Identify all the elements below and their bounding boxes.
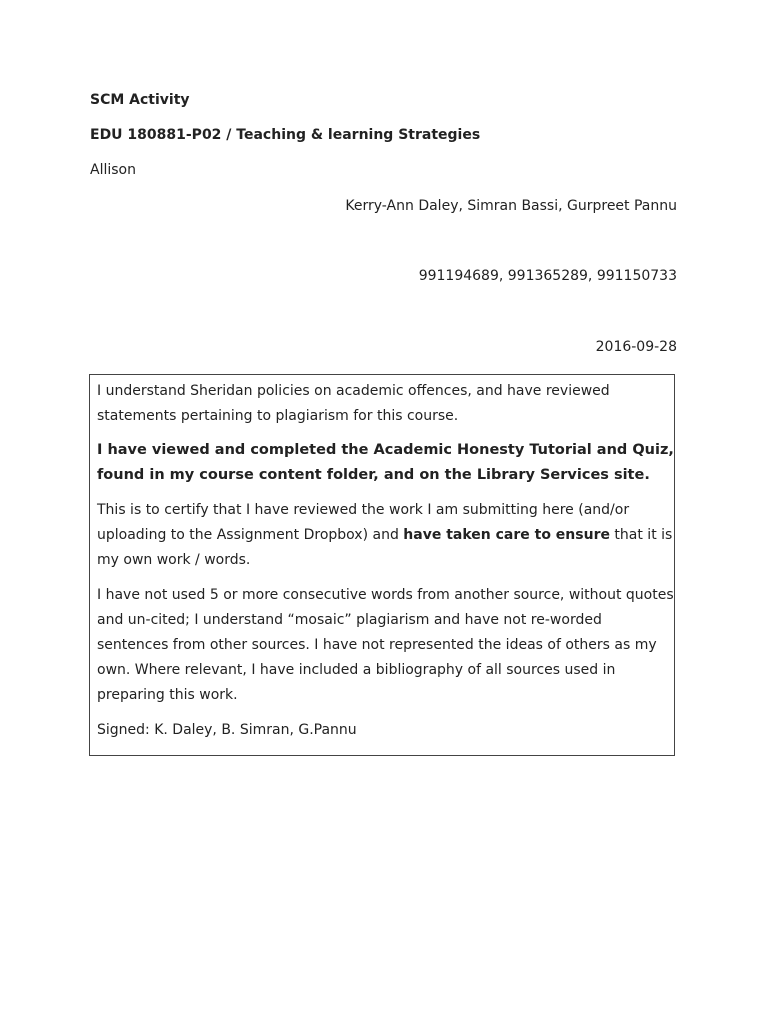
text-segment: uploading to the Assignment Dropbox) and [97, 527, 404, 543]
author-names: Kerry-Ann Daley, Simran Bassi, Gurpreet Pannu [345, 198, 677, 214]
declaration-paragraph-policies [97, 379, 669, 429]
text-line [97, 523, 673, 548]
text-line: statements pertaining to plagiarism for this course. [97, 408, 459, 424]
text-segment: that it is [609, 527, 673, 543]
activity-title: SCM Activity [90, 92, 190, 108]
emphasis-text: have taken care to ensure [403, 527, 610, 543]
text-line: found in my course content folder, and on the Library Services site. [97, 467, 650, 483]
text-line: This is to certify that I have reviewed the work I am submitting here (and/or [97, 502, 630, 518]
declaration-paragraph-sources [97, 583, 674, 708]
signature-line: Signed: K. Daley, B. Simran, G.Pannu [97, 722, 357, 738]
instructor-name: Allison [90, 162, 136, 178]
academic-honesty-declaration [89, 374, 675, 756]
text-line: sentences from other sources. I have not represented the ideas of others as my [97, 637, 657, 653]
text-line: preparing this work. [97, 687, 238, 703]
declaration-paragraph-certify [97, 498, 673, 573]
text-line: I have viewed and completed the Academic Honesty Tutorial and Quiz, [97, 442, 674, 458]
text-line: own. Where relevant, I have included a bibliography of all sources used in [97, 662, 616, 678]
submission-date: 2016-09-28 [595, 339, 677, 355]
text-line: I understand Sheridan policies on academic offences, and have reviewed [97, 383, 610, 399]
declaration-paragraph-tutorial [97, 438, 674, 488]
text-line: my own work / words. [97, 552, 251, 568]
text-line: and un-cited; I understand “mosaic” plagiarism and have not re-worded [97, 612, 602, 628]
student-ids: 991194689, 991365289, 991150733 [418, 268, 677, 284]
course-title: EDU 180881-P02 / Teaching & learning Strategies [90, 127, 481, 143]
text-line: I have not used 5 or more consecutive words from another source, without quotes [97, 587, 674, 603]
